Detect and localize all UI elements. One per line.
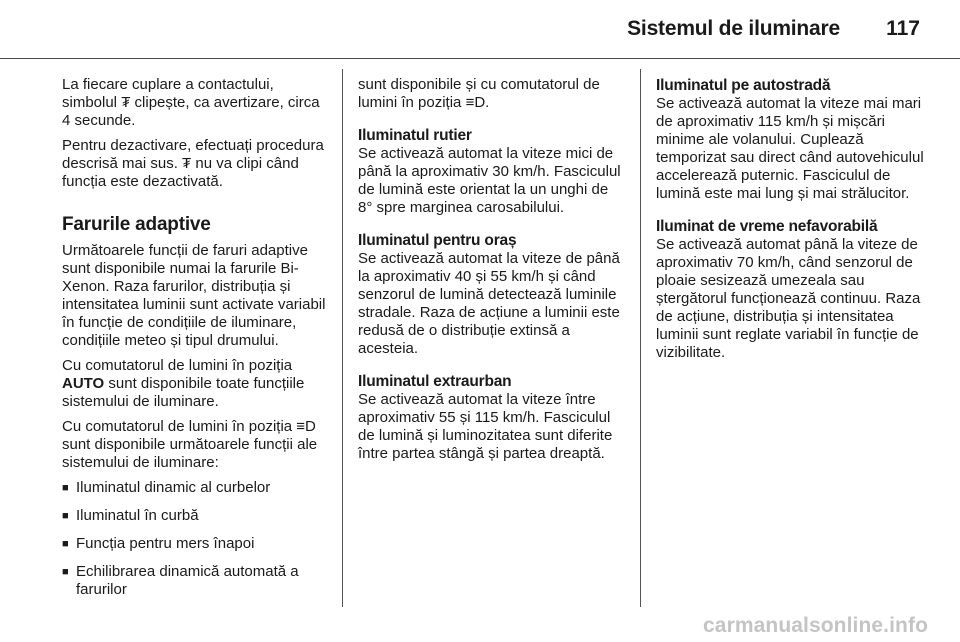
paragraph: Se activează automat la viteze între aproximativ 55 și 115 km/h. Fasciculul de lumină și luminozitatea sunt diferite între partea stângă și partea dreaptă.: [358, 391, 613, 462]
page-number: 117: [886, 17, 920, 40]
list-item: ■ Iluminatul în curbă: [62, 507, 199, 524]
watermark: carmanualsonline.info: [703, 614, 928, 637]
paragraph: Se activează automat până la viteze de aproximativ 70 km/h, când senzorul de ploaie sesizează umezeala sau ștergătorul funcționează continuu. Raza de acțiune, distribuția și intensitatea luminii sunt reglate variabil în funcție de vizibilitate.: [656, 236, 921, 361]
subsection-heading: Iluminatul rutier: [358, 127, 472, 144]
low-beam-icon: ≡D: [296, 418, 316, 435]
column-divider: [640, 69, 641, 607]
bullet-icon: ■: [62, 482, 69, 494]
header-rule: [0, 58, 960, 59]
bullet-icon: ■: [62, 566, 69, 578]
list-item: ■ Funcția pentru mers înapoi: [62, 535, 255, 552]
paragraph: Se activează automat la viteze mici de până la aproximativ 30 km/h. Fasciculul de lumină este orientat la un unghi de 8° spre marginea carosabilului.: [358, 145, 621, 216]
light-indicator-icon: ₮: [182, 155, 192, 172]
paragraph: Următoarele funcții de faruri adaptive sunt disponibile numai la farurile Bi-Xenon. Raza farurilor, distribuția și intensitatea luminii sunt activate variabil în funcție de condițiile de iluminare, condițiile meteo și tipul drumului.: [62, 242, 326, 349]
paragraph: Cu comutatorul de lumini în poziția AUTO sunt disponibile toate funcțiile sistemului de iluminare.: [62, 357, 305, 410]
section-heading: Farurile adaptive: [62, 214, 211, 235]
paragraph: sunt disponibile și cu comutatorul de lumini în poziția ≡D.: [358, 76, 600, 111]
paragraph: Cu comutatorul de lumini în poziția ≡D sunt disponibile următoarele funcții ale sistemului de iluminare:: [62, 418, 318, 471]
light-indicator-icon: ₮: [121, 94, 131, 111]
paragraph: La fiecare cuplare a contactului, simbolul ₮ clipește, ca avertizare, circa 4 secunde.: [62, 76, 320, 129]
column-3: [656, 76, 926, 369]
column-2: [358, 76, 623, 470]
paragraph: Pentru dezactivare, efectuați procedura descrisă mai sus. ₮ nu va clipi când funcția este dezactivată.: [62, 137, 324, 190]
bullet-icon: ■: [62, 510, 69, 522]
subsection-heading: Iluminat de vreme nefavorabilă: [656, 218, 878, 235]
list-item: ■ Iluminatul dinamic al curbelor: [62, 479, 271, 496]
list-item: ■ Echilibrarea dinamică automată a farurilor: [62, 563, 299, 598]
low-beam-icon: ≡D: [465, 94, 486, 111]
paragraph: Se activează automat la viteze de până la aproximativ 40 și 55 km/h și când senzorul de lumină detectează luminile stradale. Raza de acțiune a luminii este redusă de o distribuție extinsă a acesteia.: [358, 250, 620, 357]
auto-label: AUTO: [62, 375, 105, 392]
subsection-heading: Iluminatul extraurban: [358, 373, 512, 390]
subsection-heading: Iluminatul pentru oraș: [358, 232, 517, 249]
subsection-heading: Iluminatul pe autostradă: [656, 77, 831, 94]
column-1: [62, 76, 327, 609]
page-title: Sistemul de iluminare: [627, 17, 840, 40]
paragraph: Se activează automat la viteze mai mari de aproximativ 115 km/h și mișcări minime ale volanului. Cuplează temporizat sau direct când autovehiculul accelerează puternic. Fasciculul de lumină este mai lung și mai strălucitor.: [656, 95, 924, 202]
bullet-icon: ■: [62, 538, 69, 550]
column-divider: [342, 69, 343, 607]
feature-list: [62, 479, 327, 599]
